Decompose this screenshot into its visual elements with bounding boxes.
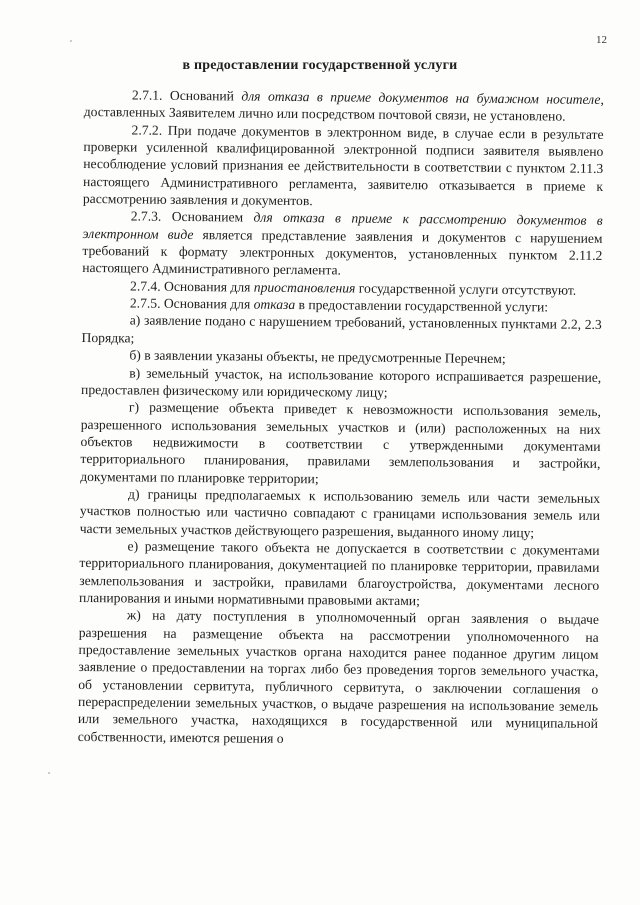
p3-emphasis: для отказа в приеме к рассмотрению документов в электронном виде [82, 210, 603, 242]
p3-text-c: является представление заявления и документов с нарушением требований к формату электронных документов, установленных пунктом 2.11.2 настоящего Административного регламента. [82, 226, 603, 278]
p1-emphasis: для отказа в приеме документов на бумажном носителе [241, 88, 601, 107]
paragraph-2-7-1 [84, 86, 604, 126]
scan-speck [48, 772, 50, 774]
paragraph-2-7-3 [82, 207, 603, 281]
p3-text-a: 2.7.3. Основанием [130, 208, 254, 226]
p5-emphasis: отказа [253, 296, 296, 313]
list-item-v: в) земельный участок, на использование которого испрашивается разрешение, предоставлен физическому или юридическому лицу; [81, 364, 602, 400]
document-body [78, 86, 604, 750]
list-item-b: б) в заявлении указаны объекты, не предусмотренные Перечнем; [129, 347, 506, 367]
list-item-e: е) размещение такого объекта не допускается в соответствии с документами территориального планирования, документацией по планировке территории, правилами землепользования и застройки, правилами благоустройства, документами лесного планирования и иными нормативными правовыми актами; [79, 538, 600, 609]
list-item-d: д) границы предполагаемых к использованию земель или части земельных участков полностью или частично совпадают с границами использования земель или части земельных участков действующего разрешения, выданного иному лицу; [79, 486, 601, 540]
paragraph-2-7-2: 2.7.2. При подаче документов в электронном виде, в случае если в результате проверки усиленной квалифицированной электронной подписи заявителя выявлено несоблюдение условий признания ее действительности в соответствии с пунктом 2.11.3 настоящего Административного регламента, заявителю отказывается в приеме к рассмотрению заявления и документов. [82, 122, 604, 209]
p5-text-a: 2.7.5. Основания для [129, 295, 254, 312]
page-number: 12 [596, 34, 607, 46]
p4-text-a: 2.7.4. Основания для [130, 278, 254, 295]
section-heading: в предоставлении государственной услуги [182, 58, 458, 73]
scan-speck [70, 40, 72, 42]
p1-text-a: 2.7.1. Оснований [131, 87, 242, 104]
list-item-g: г) размещение объекта приведет к невозможности использования земель, разрешенного использования земельных участков и (или) расположенных на них объектов недвижимости в соответствии с утвержденными документами территориального планирования, правилами землепользования и застройки, документами по планировке территории; [80, 399, 601, 486]
list-item-zh: ж) на дату поступления в уполномоченный орган заявления о выдаче разрешения на размещение объекта на рассмотрении уполномоченного на предоставление земельных участков органа находится ранее поданное другим лицом заявление о предоставлении на торгах либо без проведения торгов земельного участка, об установлении сервитута, публичного сервитута, о заключении соглашения о перераспределении земельных участков, о выдаче разрешения на использование земель или земельного участка, находящихся в государственной или муниципальной собственности, имеются решения о [77, 607, 599, 746]
list-item-a: а) заявление подано с нарушением требований, установленных пунктами 2.2, 2.3 Порядка; [81, 312, 602, 346]
p5-text-c: в предоставлении государственной услуги: [295, 297, 549, 315]
p1-text-c: , доставленных Заявителем лично или посредством почтовой связи, не установлено. [83, 91, 604, 124]
p4-text-c: государственной услуги отсутствуют. [355, 280, 577, 298]
p4-emphasis: приостановления [253, 279, 356, 296]
